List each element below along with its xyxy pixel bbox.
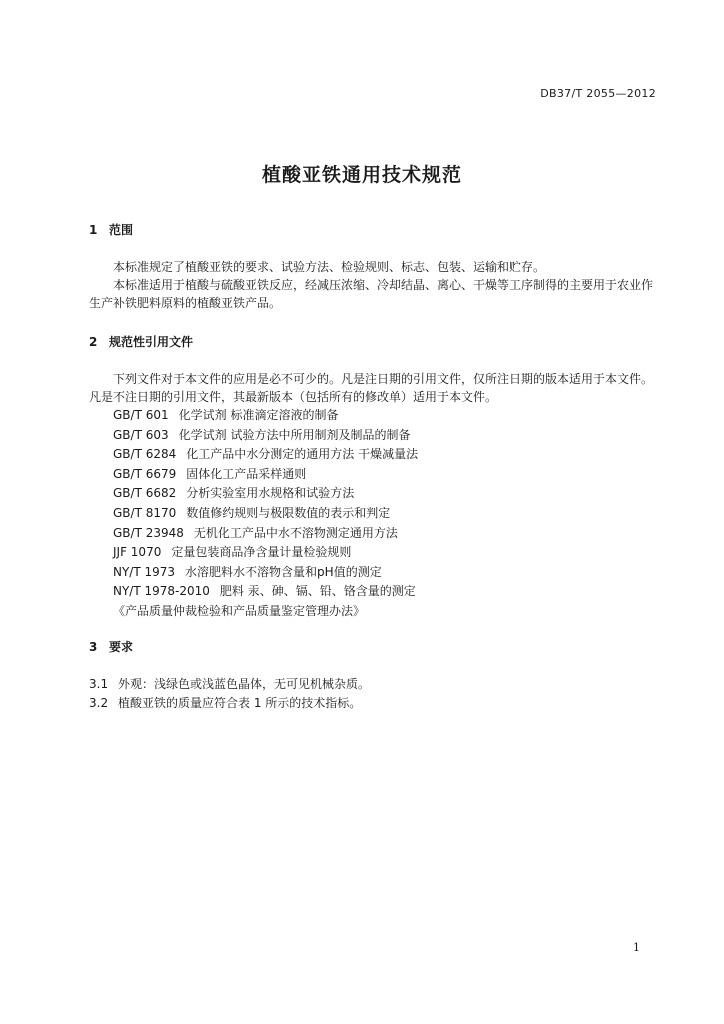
reference-title: 化工产品中水分测定的通用方法 干燥减量法 bbox=[186, 447, 419, 462]
reference-item bbox=[113, 524, 418, 544]
reference-title: 无机化工产品中水不溶物测定通用方法 bbox=[193, 525, 398, 540]
clause-3-1 bbox=[89, 675, 370, 692]
reference-item bbox=[113, 484, 418, 504]
reference-code: JJF 1070 bbox=[113, 545, 162, 560]
references-intro: 下列文件对于本文件的应用是必不可少的。凡是注日期的引用文件，仅所注日期的版本适用于本文件。凡是不注日期的引用文件，其最新版本（包括所有的修改单）适用于本文件。 bbox=[89, 372, 654, 404]
reference-title: 水溶肥料水不溶物含量和pH值的测定 bbox=[185, 564, 382, 579]
reference-code: GB/T 6679 bbox=[113, 466, 177, 481]
reference-item bbox=[113, 563, 418, 583]
standard-number: DB37/T 2055—2012 bbox=[540, 87, 656, 100]
reference-item bbox=[113, 445, 418, 465]
clause-number: 3.1 bbox=[89, 677, 109, 691]
section-heading-references bbox=[89, 333, 193, 350]
reference-item bbox=[113, 602, 418, 622]
reference-title: 《产品质量仲裁检验和产品质量鉴定管理办法》 bbox=[113, 603, 366, 618]
reference-code: GB/T 6284 bbox=[113, 447, 177, 462]
clause-3-2 bbox=[89, 694, 361, 711]
reference-item bbox=[113, 582, 418, 602]
section-title: 范围 bbox=[109, 223, 134, 237]
document-title: 植酸亚铁通用技术规范 bbox=[261, 164, 462, 186]
reference-code: GB/T 601 bbox=[113, 408, 169, 422]
section-title: 要求 bbox=[109, 640, 134, 654]
section-number: 1 bbox=[89, 223, 98, 237]
reference-code: GB/T 603 bbox=[113, 427, 169, 442]
reference-item bbox=[113, 504, 418, 524]
reference-code: GB/T 23948 bbox=[113, 525, 184, 540]
scope-paragraph-1: 本标准规定了植酸亚铁的要求、试验方法、检验规则、标志、包装、运输和贮存。 bbox=[113, 260, 546, 274]
section-number: 2 bbox=[89, 335, 98, 349]
section-heading-scope bbox=[89, 221, 133, 238]
reference-title: 固体化工产品采样通则 bbox=[186, 466, 307, 481]
reference-title: 化学试剂 试验方法中所用制剂及制品的制备 bbox=[178, 427, 411, 442]
clause-text: 植酸亚铁的质量应符合表 1 所示的技术指标。 bbox=[118, 696, 362, 710]
clause-text: 外观：浅绿色或浅蓝色晶体，无可见机械杂质。 bbox=[118, 677, 371, 691]
reference-title: 化学试剂 标准滴定溶液的制备 bbox=[178, 408, 339, 422]
reference-code: GB/T 8170 bbox=[113, 505, 177, 520]
reference-title: 定量包装商品净含量计量检验规则 bbox=[171, 545, 352, 560]
scope-paragraph-2: 本标准适用于植酸与硫酸亚铁反应，经减压浓缩、冷却结晶、离心、干燥等工序制得的主要用于农业作生产补铁肥料原料的植酸亚铁产品。 bbox=[89, 278, 654, 310]
reference-code: GB/T 6682 bbox=[113, 486, 177, 501]
clause-number: 3.2 bbox=[89, 696, 109, 710]
page-number: 1 bbox=[633, 941, 640, 954]
reference-title: 分析实验室用水规格和试验方法 bbox=[186, 486, 355, 501]
reference-code: NY/T 1978-2010 bbox=[113, 584, 210, 599]
reference-code: NY/T 1973 bbox=[113, 564, 176, 579]
reference-title: 数值修约规则与极限数值的表示和判定 bbox=[186, 505, 391, 520]
reference-item bbox=[113, 426, 418, 446]
reference-list bbox=[113, 406, 418, 622]
section-heading-requirements bbox=[89, 638, 133, 655]
reference-title: 肥料 汞、砷、镉、铅、铬含量的测定 bbox=[219, 584, 416, 599]
section-number: 3 bbox=[89, 640, 98, 654]
section-title: 规范性引用文件 bbox=[109, 335, 194, 349]
reference-item bbox=[113, 406, 418, 426]
reference-item bbox=[113, 543, 418, 563]
reference-item bbox=[113, 465, 418, 485]
